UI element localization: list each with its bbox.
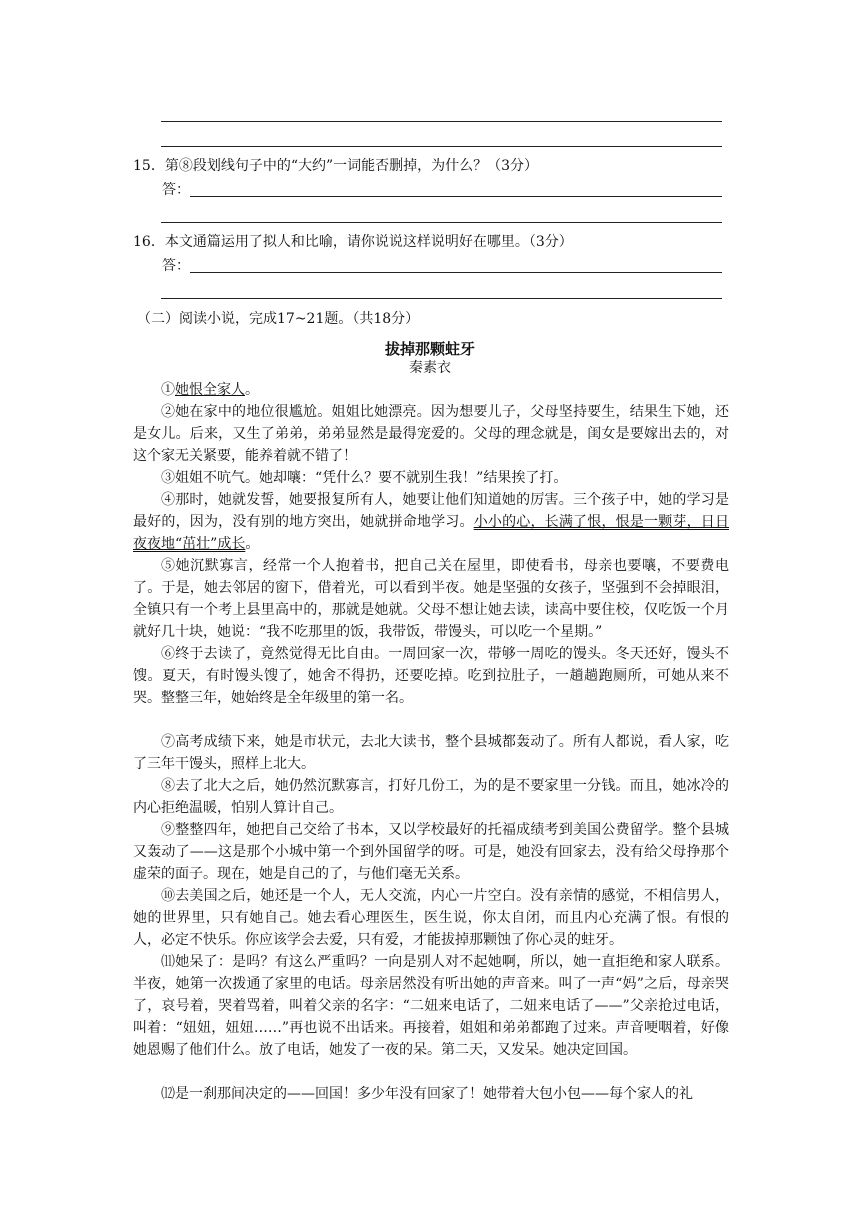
paragraph-12: ⑿是一刹那间决定的——回国！多少年没有回家了！她带着大包小包——每个家人的礼	[161, 1086, 693, 1102]
punctuation: 。	[245, 536, 260, 552]
paragraph-3: ③姐姐不吭气。她却嚷：“凭什么？要不就别生我！”结果挨了打。	[161, 470, 568, 486]
paragraph-10: ⑩去美国之后，她还是一个人，无人交流，内心一片空白。没有亲情的感觉，不相信男人，她的世界里，只有她自己。她去看心理医生，医生说，你太自闭，而且内心充满了恨。有恨的人，必定不快乐。你应该学会去爱，只有爱，才能拔掉那颗蚀了你心灵的蛀牙。	[133, 888, 729, 948]
paragraph-9: ⑨整整四年，她把自己交给了书本，又以学校最好的托福成绩考到美国公费留学。整个县城又轰动了——这是那个小城中第一个到外国留学的呀。可是，她没有回家去，没有给父母挣那个虚荣的面子。现在，她是自己的了，与他们毫无关系。	[133, 822, 729, 882]
paragraph-text: ④那时，她就发誓，她要报复所有人，她要让他们知道她的厉害。三个孩子中，她的学习是最好的，因为，没有别的地方突出，她就拼命地学习。	[133, 492, 729, 530]
answer-label-15: 答：	[162, 182, 190, 198]
paragraph-2: ②她在家中的地位很尴尬。姐姐比她漂亮。因为想要儿子，父母坚持要生，结果生下她，还是女儿。后来，又生了弟弟，弟弟显然是最得宠爱的。父母的理念就是，闺女是要嫁出去的，对这个家无关紧要，能养着就不错了！	[133, 404, 729, 464]
paragraph-8: ⑧去了北大之后，她仍然沉默寡言，打好几份工，为的是不要家里一分钱。而且，她冰冷的内心拒绝温暖，怕别人算计自己。	[133, 778, 729, 816]
question-16: 16．本文通篇运用了拟人和比喻，请你说说这样说明好在哪里。（3分）	[133, 234, 573, 250]
answer-line[interactable]	[161, 121, 722, 122]
paragraph-1	[133, 379, 729, 401]
answer-line[interactable]	[190, 272, 722, 273]
paragraph-7: ⑦高考成绩下来，她是市状元，去北大读书，整个县城都轰动了。所有人都说，看人家，吃了三年干馒头，照样上北大。	[133, 734, 729, 772]
paragraph-4	[133, 489, 729, 555]
answer-label-16: 答：	[162, 258, 190, 274]
answer-line[interactable]	[161, 146, 722, 147]
section-heading: （二）阅读小说，完成17~21题。（共18分）	[137, 311, 420, 327]
story-author: 秦素衣	[409, 360, 451, 376]
underlined-sentence: 小小的心，长满了恨，恨是一颗芽，日日夜夜地“茁壮”成长	[133, 514, 730, 552]
paragraph-11: ⑾她呆了：是吗？有这么严重吗？一向是别人对不起她啊，所以，她一直拒绝和家人联系。半夜，她第一次拨通了家里的电话。母亲居然没有听出她的声音来。叫了一声“妈”之后，母亲哭了，哀号着，哭着骂着，叫着父亲的名字：“二妞来电话了，二妞来电话了——”父亲抢过电话，叫着：“妞妞，妞妞……”再也说不出话来。再接着，姐姐和弟弟都跑了过来。声音哽咽着，好像她恩赐了他们什么。放了电话，她发了一夜的呆。第二天，又发呆。她决定回国。	[133, 954, 729, 1058]
paragraph-number: ①	[161, 382, 175, 398]
underlined-sentence: 她恨全家人	[175, 382, 245, 398]
answer-line[interactable]	[190, 196, 722, 197]
question-15: 15．第⑧段划线句子中的“大约”一词能否删掉，为什么？（3分）	[133, 158, 539, 174]
story-title: 拔掉那颗蛀牙	[384, 340, 475, 358]
answer-line[interactable]	[161, 222, 722, 223]
paragraph-5: ⑤她沉默寡言，经常一个人抱着书，把自己关在屋里，即使看书，母亲也要嚷，不要费电了。于是，她去邻居的窗下，借着光，可以看到半夜。她是坚强的女孩子，坚强到不会掉眼泪，全镇只有一个考上县里高中的，那就是她就。父母不想让她去读，读高中要住校，仅吃饭一个月就好几十块，她说：“我不吃那里的饭，我带饭，带馒头，可以吃一个星期。”	[133, 558, 729, 640]
paragraph-6: ⑥终于去读了，竟然觉得无比自由。一周回家一次，带够一周吃的馒头。冬天还好，馒头不馊。夏天，有时馒头馊了，她舍不得扔，还要吃掉。吃到拉肚子，一趟趟跑厕所，可她从来不哭。整整三年，她始终是全年级里的第一名。	[133, 646, 729, 706]
punctuation: 。	[245, 382, 259, 398]
answer-line[interactable]	[161, 298, 722, 299]
